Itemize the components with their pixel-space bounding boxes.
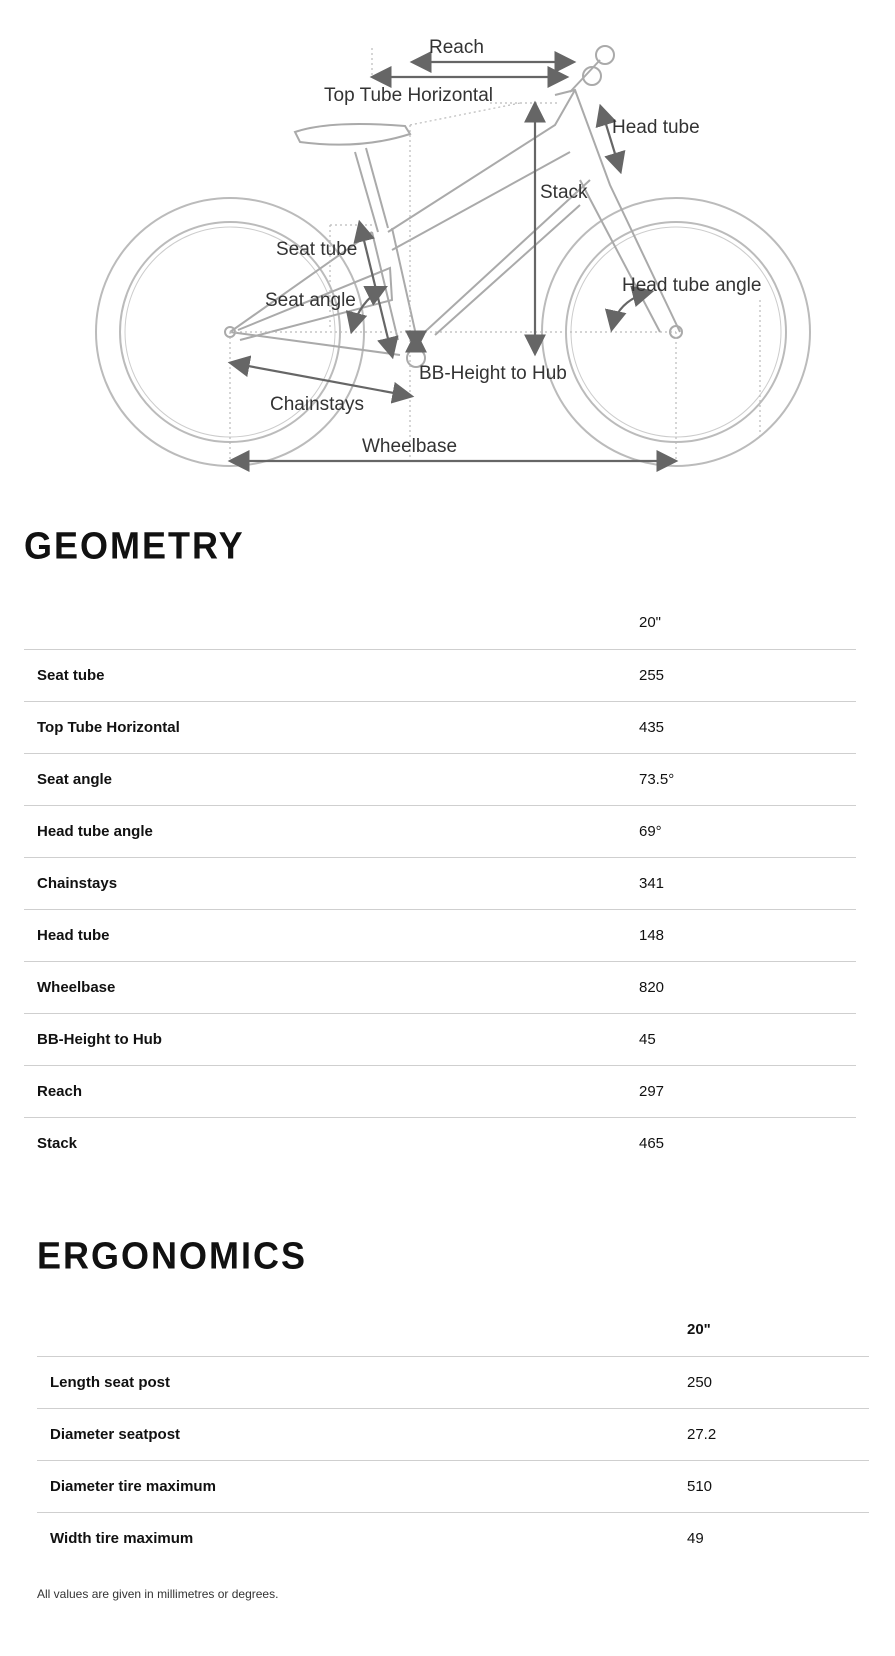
label-reach: Reach <box>429 37 484 58</box>
table-row <box>24 649 856 701</box>
footnote: All values are given in millimetres or degrees. <box>37 1587 279 1601</box>
label-seat-tube: Seat tube <box>276 239 358 260</box>
table-row <box>24 1065 856 1117</box>
row-label: Chainstays <box>24 857 639 909</box>
label-top-tube-horizontal: Top Tube Horizontal <box>324 85 493 106</box>
geometry-title: GEOMETRY <box>24 523 245 567</box>
row-value: 69° <box>639 805 856 857</box>
table-row <box>24 753 856 805</box>
row-label: Width tire maximum <box>50 1529 194 1547</box>
table-row <box>37 1512 869 1564</box>
table-row <box>24 805 856 857</box>
label-wheelbase: Wheelbase <box>362 436 458 457</box>
table-row <box>24 701 856 753</box>
table-row <box>37 1460 869 1512</box>
row-value: 510 <box>687 1460 869 1512</box>
size-header: 20" <box>687 1304 869 1356</box>
label-seat-angle: Seat angle <box>265 290 356 311</box>
row-label: Wheelbase <box>24 961 639 1013</box>
row-label: Seat angle <box>24 753 639 805</box>
row-value: 435 <box>639 701 856 753</box>
label-head-tube-angle: Head tube angle <box>622 275 762 296</box>
label-head-tube: Head tube <box>612 117 700 138</box>
row-value: 341 <box>639 857 856 909</box>
ergonomics-title: ERGONOMICS <box>37 1233 308 1277</box>
row-label: Length seat post <box>37 1356 687 1408</box>
header-empty-cell <box>24 596 639 649</box>
table-row <box>24 961 856 1013</box>
row-label: Head tube <box>24 909 639 961</box>
row-value: 73.5° <box>639 753 856 805</box>
row-label: Seat tube <box>24 649 639 701</box>
row-value: 255 <box>639 649 856 701</box>
geometry-table <box>24 596 856 1169</box>
row-label: Diameter tire maximum <box>37 1460 687 1512</box>
bike-geometry-diagram <box>0 0 895 480</box>
row-value: 148 <box>639 909 856 961</box>
table-header-row <box>24 596 856 649</box>
label-chainstays: Chainstays <box>270 394 364 415</box>
label-stack: Stack <box>540 182 588 203</box>
table-row <box>37 1408 869 1460</box>
ergonomics-table <box>37 1304 869 1564</box>
row-value: 27.2 <box>687 1408 869 1460</box>
row-label: Top Tube Horizontal <box>24 701 639 753</box>
table-row <box>24 857 856 909</box>
header-empty-cell <box>37 1304 687 1356</box>
label-bb-height: BB-Height to Hub <box>419 363 567 384</box>
row-label: Stack <box>37 1134 78 1152</box>
row-value: 49 <box>687 1529 704 1547</box>
row-value: 45 <box>639 1013 856 1065</box>
table-row <box>37 1356 869 1408</box>
table-header-row <box>37 1304 869 1356</box>
table-row <box>24 909 856 961</box>
row-label: BB-Height to Hub <box>24 1013 639 1065</box>
row-label: Reach <box>24 1065 639 1117</box>
row-value: 250 <box>687 1356 869 1408</box>
table-row <box>24 1117 856 1169</box>
row-value: 465 <box>639 1134 665 1152</box>
row-label: Diameter seatpost <box>37 1408 687 1460</box>
row-value: 820 <box>639 961 856 1013</box>
size-header: 20" <box>639 596 856 649</box>
row-value: 297 <box>639 1065 856 1117</box>
table-row <box>24 1013 856 1065</box>
row-label: Head tube angle <box>24 805 639 857</box>
